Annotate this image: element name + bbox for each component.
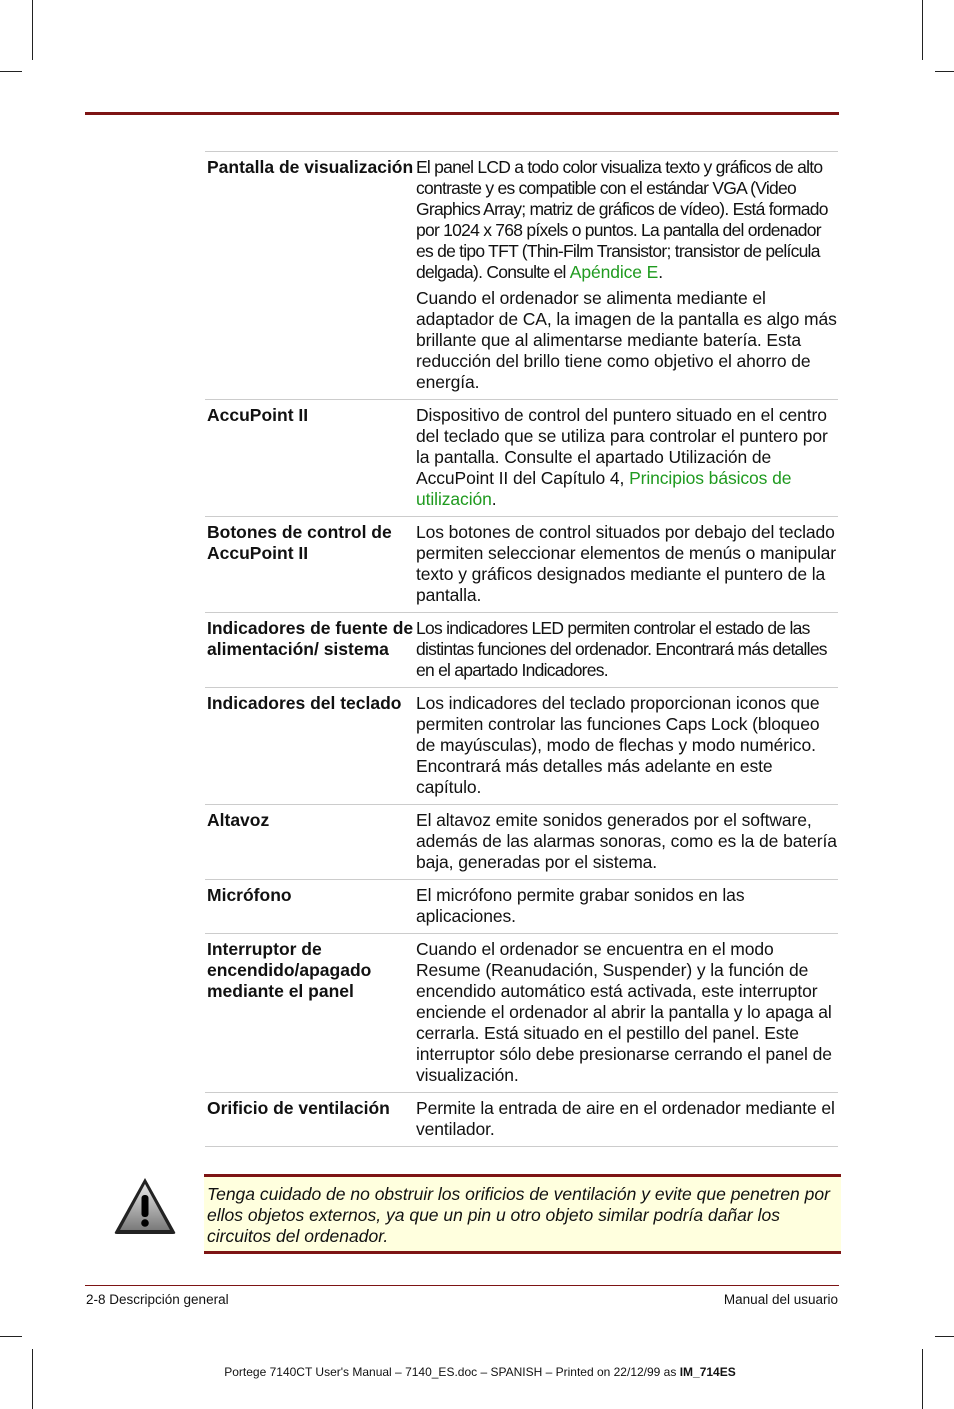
spec-paragraph: Los botones de control situados por debajo del teclado permiten seleccionar elementos de menús o manipular texto y gráficos designados mediante el puntero de la pantalla. — [416, 522, 836, 605]
spec-paragraph: Permite la entrada de aire en el ordenador mediante el ventilador. — [416, 1098, 835, 1139]
spec-row — [205, 152, 838, 400]
crop-mark — [0, 71, 22, 72]
spec-term: Orificio de ventilación — [207, 1098, 390, 1118]
spec-row — [205, 688, 838, 805]
spec-text: Cuando el ordenador se alimenta mediante el adaptador de CA, la imagen de la pantalla es algo más brillante que al alimentarse mediante batería. Esta reducción del brillo tiene como objetivo el ahorro de energía. — [416, 288, 837, 392]
spec-description — [416, 157, 838, 393]
spec-text: El panel LCD a todo color visualiza texto y gráficos de alto contraste y es compatible con el estándar VGA (Video Graphics Array; matriz de gráficos de vídeo). Está formado por 1024 x 768 píxels o puntos. La pantalla del ordenador es de tipo TFT (Thin-Film Transistor; transistor de película delgada). Consulte el — [416, 157, 828, 282]
print-slug — [0, 1365, 954, 1380]
spec-description — [416, 618, 838, 681]
footer-manual-title: Manual del usuario — [723, 1292, 838, 1307]
spec-term: Micrófono — [207, 885, 292, 905]
spec-description — [416, 810, 838, 873]
crop-mark — [935, 1336, 954, 1337]
cross-reference-link[interactable]: Principios básicos de utilización — [416, 468, 792, 509]
spec-term: Interruptor de encendido/apagado mediante el panel — [207, 939, 372, 1001]
spec-paragraph: Los indicadores LED permiten controlar el estado de las distintas funciones del ordenador. Encontrará más detalles en el apartado Indicadores. — [416, 618, 827, 680]
spec-paragraph: Los indicadores del teclado proporcionan iconos que permiten controlar las funciones Caps Lock (bloqueo de mayúsculas), modo de flechas y modo numérico. Encontrará más detalles más adelante en este capítulo. — [416, 693, 820, 797]
spec-description — [416, 885, 838, 927]
crop-mark — [935, 71, 954, 72]
spec-paragraph — [416, 157, 838, 283]
spec-description — [416, 522, 838, 606]
spec-term: Indicadores de fuente de alimentación/ sistema — [207, 618, 414, 659]
spec-row — [205, 613, 838, 688]
spec-paragraph — [416, 288, 838, 393]
spec-description — [416, 693, 838, 798]
spec-row — [205, 1093, 838, 1147]
print-slug-code: IM_714ES — [679, 1365, 736, 1379]
spec-row — [205, 805, 838, 880]
spec-description — [416, 1098, 838, 1140]
spec-paragraph — [416, 405, 838, 510]
spec-text: . — [491, 489, 497, 509]
spec-text: . — [658, 262, 664, 282]
caution-note — [204, 1174, 841, 1254]
footer-rule — [85, 1285, 839, 1286]
spec-description — [416, 939, 838, 1086]
header-rule — [85, 112, 839, 115]
spec-text: Dispositivo de control del puntero situado en el centro del teclado que se utiliza para controlar el puntero por la pantalla. Consulte el apartado Utilización de AccuPoint II del Capítulo 4, — [416, 405, 828, 488]
spec-row — [205, 517, 838, 613]
cross-reference-link[interactable]: Apéndice E — [569, 262, 659, 282]
spec-row — [205, 880, 838, 934]
spec-row — [205, 934, 838, 1093]
spec-paragraph: Cuando el ordenador se encuentra en el modo Resume (Reanudación, Suspender) y la función de encendido automático está activada, este interruptor enciende el ordenador al abrir la pantalla y lo apaga al cerrarla. Está situado en el pestillo del panel. Este interruptor sólo debe presionarse cerrando el panel de visualización. — [416, 939, 832, 1085]
spec-description — [416, 405, 838, 510]
footer-section-title: 2-8 Descripción general — [86, 1292, 229, 1307]
spec-paragraph: El micrófono permite grabar sonidos en las aplicaciones. — [416, 885, 745, 926]
caution-icon — [113, 1176, 177, 1236]
crop-mark — [0, 1336, 22, 1337]
print-slug-text: Portege 7140CT User's Manual – 7140_ES.doc – SPANISH – Printed on 22/12/99 as — [224, 1365, 680, 1379]
spec-term: AccuPoint II — [207, 405, 309, 425]
spec-term: Pantalla de visualización — [207, 157, 414, 177]
spec-term: Indicadores del teclado — [207, 693, 402, 713]
spec-term: Botones de control de AccuPoint II — [207, 522, 392, 563]
spec-term: Altavoz — [207, 810, 270, 830]
spec-table — [205, 151, 838, 1147]
crop-mark — [922, 0, 923, 60]
spec-paragraph: El altavoz emite sonidos generados por el software, además de las alarmas sonoras, como es la de batería baja, generadas por el sistema. — [416, 810, 837, 872]
crop-mark — [32, 0, 33, 60]
caution-text: Tenga cuidado de no obstruir los orificios de ventilación y evite que penetren por ellos objetos externos, ya que un pin u otro objeto similar podría dañar los circuitos del ordenador. — [207, 1184, 830, 1246]
spec-row — [205, 400, 838, 517]
